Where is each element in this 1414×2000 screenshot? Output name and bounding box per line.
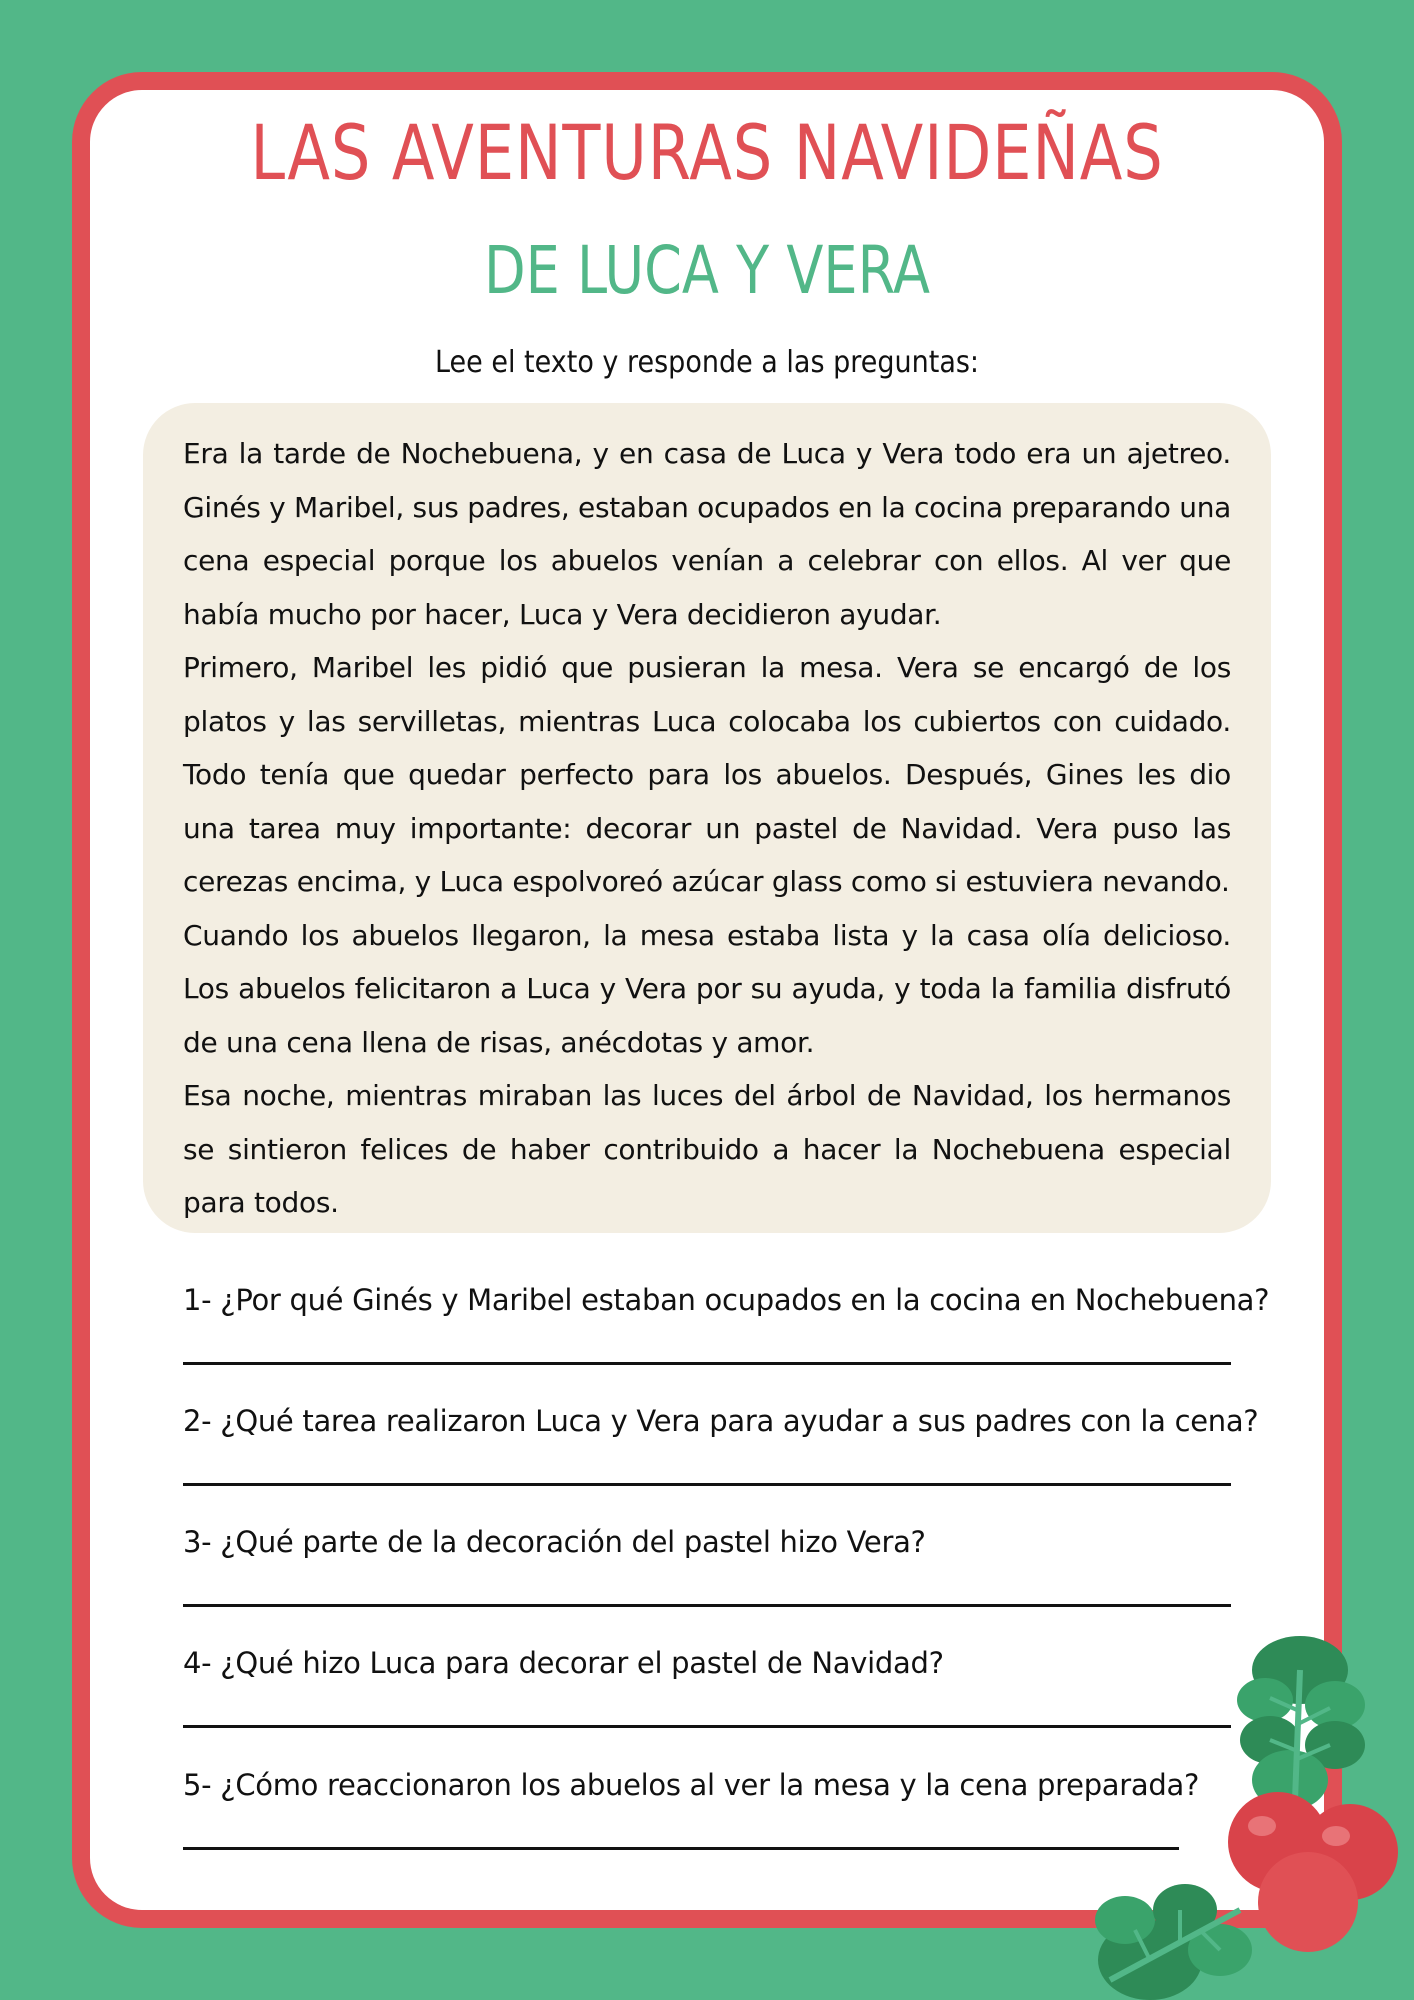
question-5: 5- ¿Cómo reaccionaron los abuelos al ver la mesa y la cena preparada? <box>183 1768 1200 1802</box>
question-4: 4- ¿Qué hizo Luca para decorar el pastel de Navidad? <box>183 1646 944 1680</box>
instruction-text: Lee el texto y responde a las preguntas: <box>434 345 980 380</box>
answer-line-2[interactable] <box>183 1483 1231 1486</box>
story-paragraph: Primero, Maribel les pidió que pusieran la mesa. Vera se encargó de los platos y las servilletas, mientras Luca colocaba los cubiertos con cuidado. Todo tenía que quedar perfecto para los abuelos. Después, Gines les dio una tarea muy importante: decorar un pastel de Navidad. Vera puso las cerezas encima, y Luca espolvoreó azúcar glass como si estuviera nevando. <box>183 651 1231 898</box>
answer-line-4[interactable] <box>183 1725 1231 1728</box>
question-2: 2- ¿Qué tarea realizaron Luca y Vera para ayudar a sus padres con la cena? <box>183 1404 1259 1438</box>
question-3: 3- ¿Qué parte de la decoración del pastel hizo Vera? <box>183 1525 926 1559</box>
holly-leaf-icon <box>1095 1884 1252 2000</box>
page-subtitle: DE LUCA Y VERA <box>483 232 931 309</box>
answer-line-5[interactable] <box>183 1847 1179 1850</box>
story-paragraph: Esa noche, mientras miraban las luces del árbol de Navidad, los hermanos se sintieron felices de haber contribuido a hacer la Nochebuena especial para todos. <box>183 1079 1231 1219</box>
holly-berries-icon <box>1090 1630 1414 2000</box>
story-paragraph: Era la tarde de Nochebuena, y en casa de Luca y Vera todo era un ajetreo. Ginés y Maribel, sus padres, estaban ocupados en la cocina preparando una cena especial porque los abuelos venían a celebrar con ellos. Al ver que había mucho por hacer, Luca y Vera decidieron ayudar. <box>183 437 1231 631</box>
answer-line-3[interactable] <box>183 1604 1231 1607</box>
page-title: LAS AVENTURAS NAVIDEÑAS <box>250 108 1164 197</box>
question-1: 1- ¿Por qué Ginés y Maribel estaban ocupados en la cocina en Nochebuena? <box>183 1283 1270 1317</box>
holly-leaf-icon <box>1237 1636 1365 1810</box>
berries-icon <box>1228 1792 1398 1952</box>
story-paragraph: Cuando los abuelos llegaron, la mesa estaba lista y la casa olía delicioso. Los abuelos felicitaron a Luca y Vera por su ayuda, y toda la familia disfrutó de una cena llena de risas, anécdotas y amor. <box>183 918 1231 1059</box>
story-box <box>143 403 1271 1233</box>
answer-line-1[interactable] <box>183 1362 1231 1365</box>
